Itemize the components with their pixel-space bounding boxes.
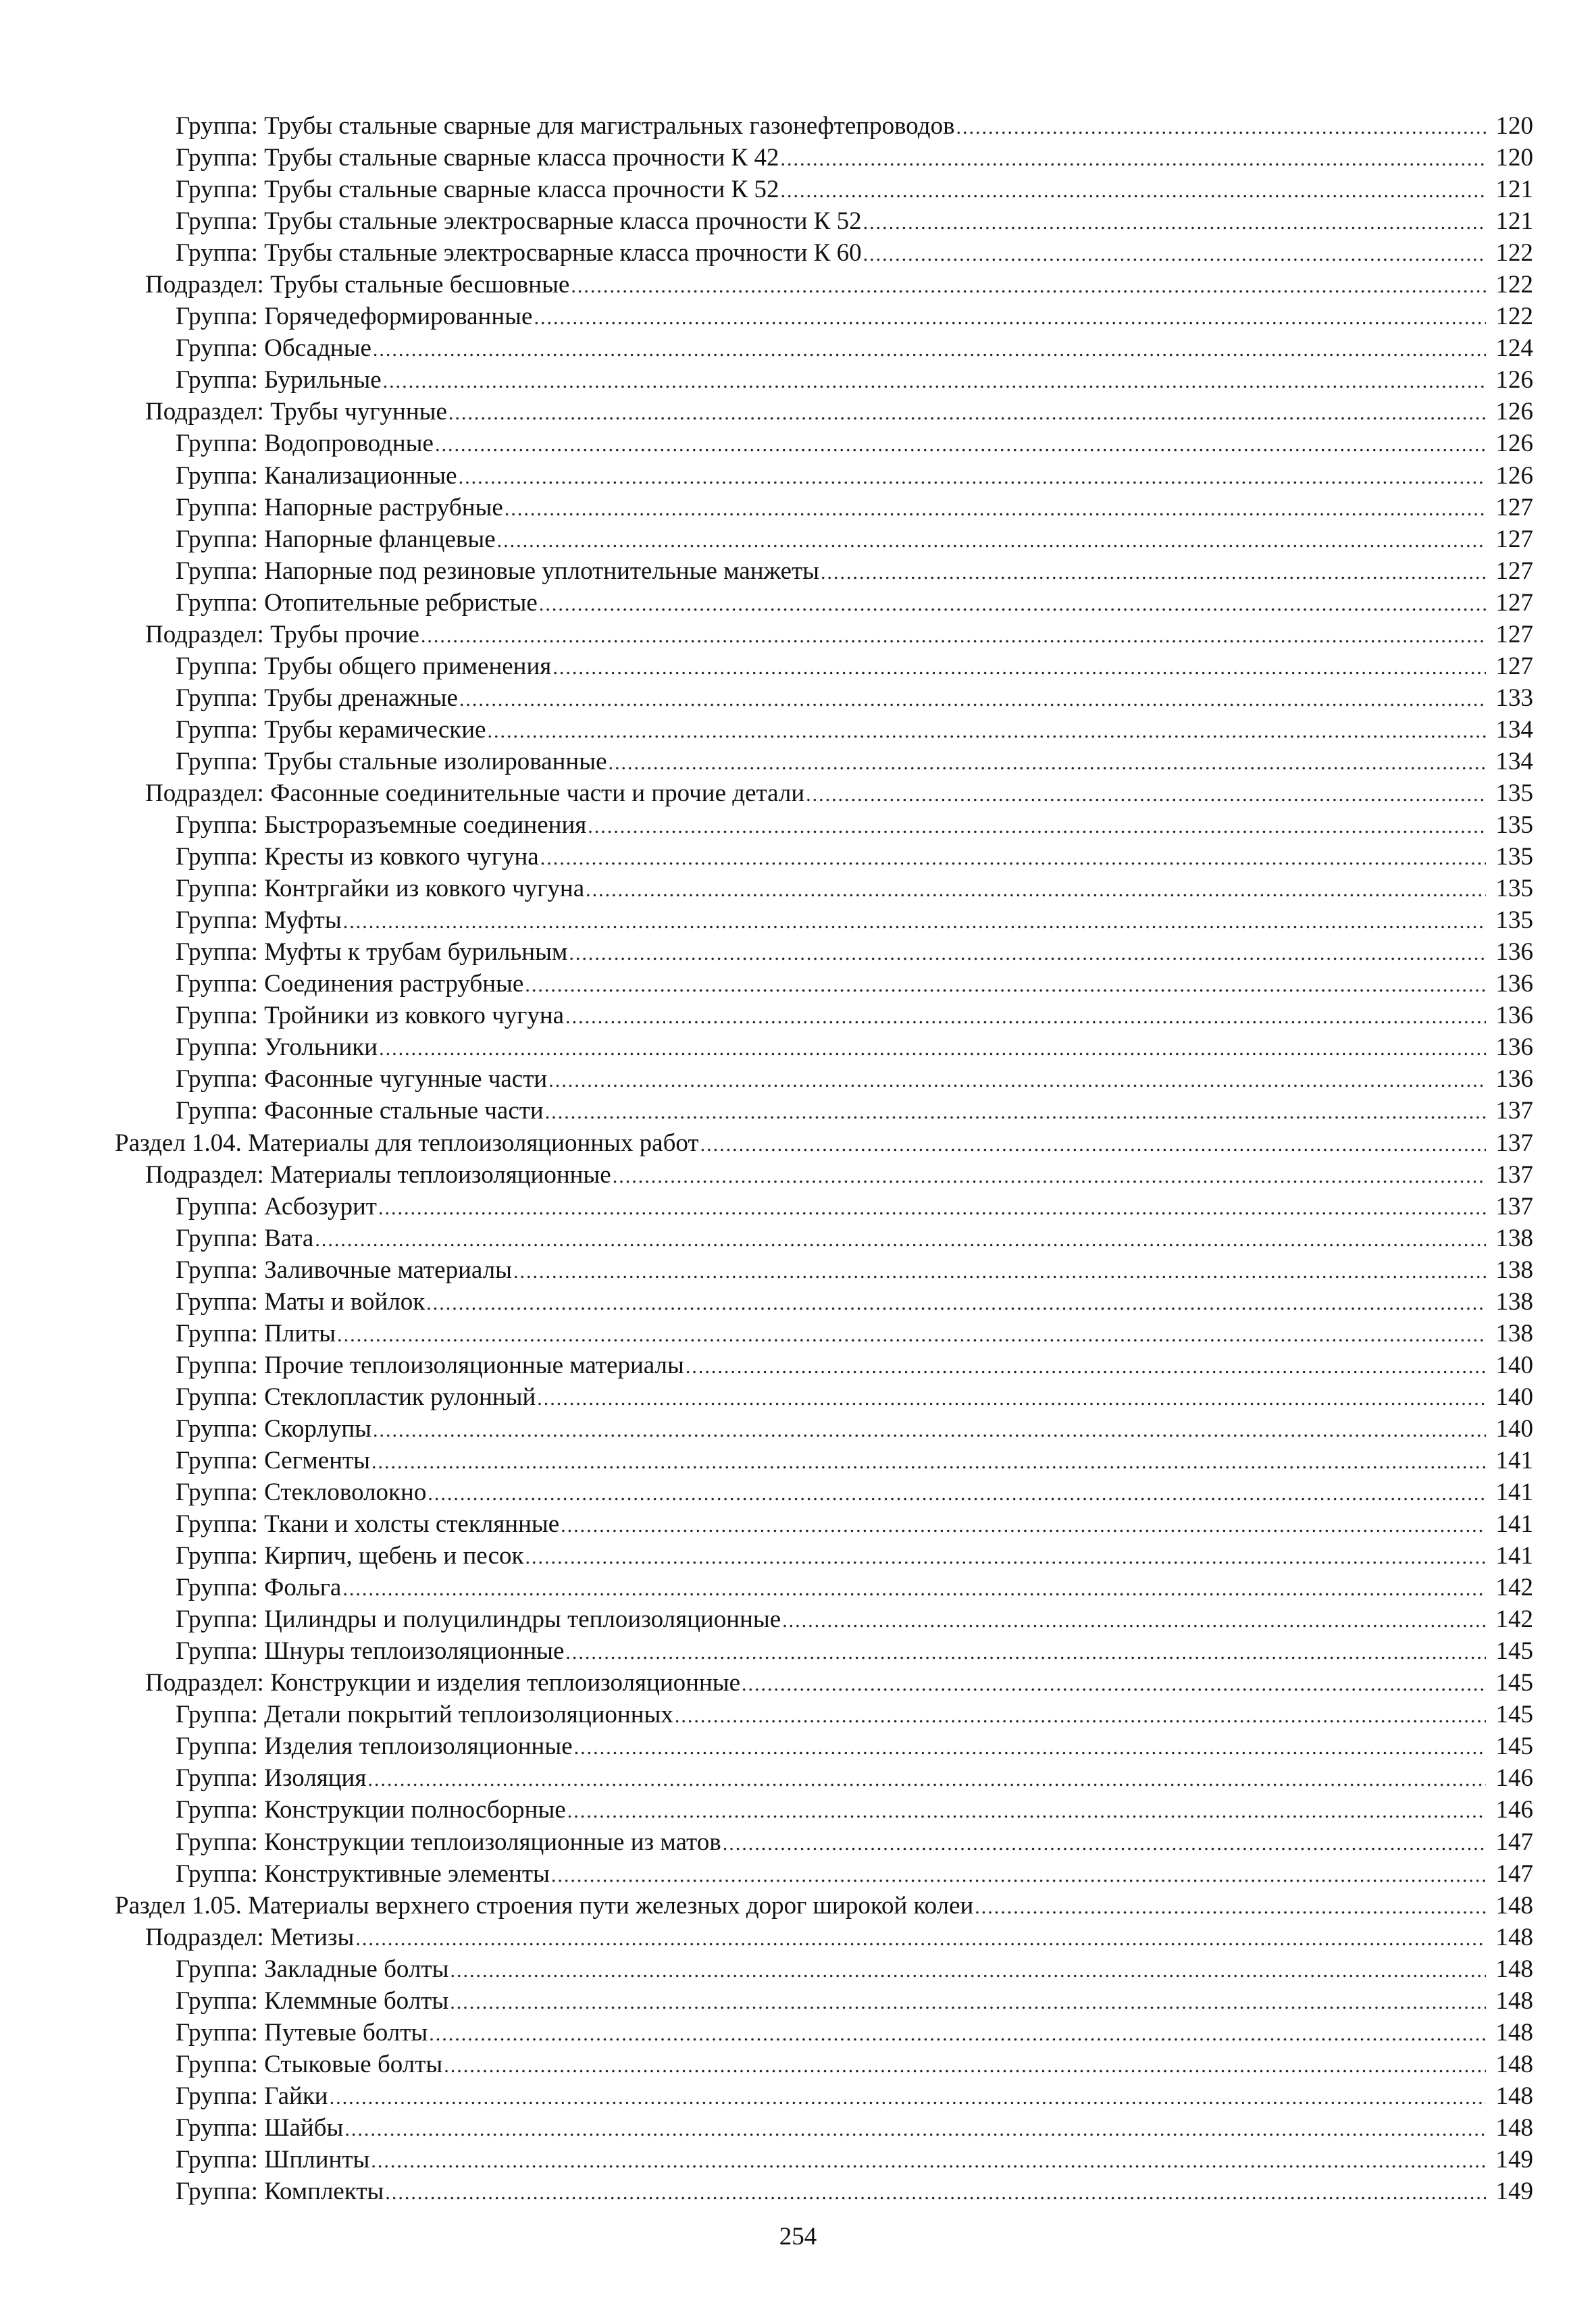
toc-dot-leader bbox=[337, 1319, 1486, 1351]
toc-entry-page: 149 bbox=[1495, 2178, 1533, 2206]
toc-entry-title: Группа: Конструктивные элементы bbox=[176, 1859, 550, 1888]
toc-entry bbox=[115, 396, 1533, 428]
toc-entry-page: 138 bbox=[1495, 1256, 1533, 1284]
toc-entry-page: 147 bbox=[1495, 1828, 1533, 1856]
toc-entry-title: Группа: Ткани и холсты стеклянные bbox=[176, 1510, 560, 1539]
toc-entry-title: Группа: Шплинты bbox=[176, 2146, 370, 2174]
toc-entry bbox=[115, 2176, 1533, 2207]
toc-entry-page: 145 bbox=[1495, 1732, 1533, 1761]
toc-dot-leader bbox=[975, 1891, 1486, 1923]
toc-entry bbox=[115, 269, 1533, 301]
toc-dot-leader bbox=[444, 2050, 1486, 2082]
toc-entry-page: 141 bbox=[1495, 1479, 1533, 1507]
toc-entry-title: Группа: Асбозурит bbox=[176, 1192, 377, 1220]
toc-entry-page: 136 bbox=[1495, 970, 1533, 998]
toc-dot-leader bbox=[525, 969, 1486, 1001]
toc-entry bbox=[115, 428, 1533, 459]
toc-entry bbox=[115, 2049, 1533, 2080]
toc-entry bbox=[115, 746, 1533, 777]
toc-entry-title: Группа: Шайбы bbox=[176, 2113, 344, 2142]
toc-dot-leader bbox=[565, 1637, 1486, 1668]
toc-entry-page: 135 bbox=[1495, 875, 1533, 903]
toc-dot-leader bbox=[780, 175, 1486, 207]
toc-entry bbox=[115, 841, 1533, 873]
toc-entry-page: 126 bbox=[1495, 366, 1533, 394]
toc-entry-page: 148 bbox=[1495, 2082, 1533, 2110]
toc-dot-leader bbox=[539, 588, 1486, 620]
toc-dot-leader bbox=[385, 2177, 1486, 2209]
toc-entry bbox=[115, 1159, 1533, 1191]
toc-entry-title: Группа: Трубы стальные сварные класса прочности К 42 bbox=[176, 144, 779, 172]
toc-dot-leader bbox=[742, 1668, 1486, 1700]
toc-entry-page: 147 bbox=[1495, 1859, 1533, 1888]
toc-entry-title: Группа: Трубы дренажные bbox=[176, 684, 458, 712]
toc-dot-leader bbox=[551, 1859, 1486, 1891]
toc-entry bbox=[115, 1794, 1533, 1826]
toc-entry bbox=[115, 237, 1533, 269]
toc-entry-title: Группа: Путевые болты bbox=[176, 2018, 428, 2047]
toc-entry-page: 133 bbox=[1495, 684, 1533, 712]
toc-dot-leader bbox=[569, 937, 1486, 969]
toc-entry-page: 149 bbox=[1495, 2146, 1533, 2174]
toc-entry bbox=[115, 110, 1533, 142]
toc-entry-page: 138 bbox=[1495, 1319, 1533, 1347]
toc-entry-title: Группа: Трубы общего применения bbox=[176, 652, 552, 680]
toc-entry-title: Группа: Сегменты bbox=[176, 1446, 371, 1474]
toc-entry-page: 137 bbox=[1495, 1129, 1533, 1157]
toc-entry bbox=[115, 619, 1533, 650]
toc-entry-page: 127 bbox=[1495, 588, 1533, 617]
toc-entry-page: 141 bbox=[1495, 1510, 1533, 1539]
toc-dot-leader bbox=[373, 334, 1486, 365]
toc-entry bbox=[115, 1826, 1533, 1858]
toc-entry-page: 135 bbox=[1495, 779, 1533, 807]
toc-entry bbox=[115, 873, 1533, 904]
toc-dot-leader bbox=[863, 238, 1486, 270]
toc-entry-title: Группа: Детали покрытий теплоизоляционных bbox=[176, 1701, 673, 1729]
toc-dot-leader bbox=[371, 1446, 1486, 1478]
toc-dot-leader bbox=[588, 811, 1486, 842]
toc-dot-leader bbox=[383, 365, 1486, 397]
toc-entry-page: 122 bbox=[1495, 239, 1533, 267]
toc-entry-title: Группа: Клеммные болты bbox=[176, 1986, 449, 2015]
toc-dot-leader bbox=[574, 1732, 1486, 1764]
toc-entry-title: Группа: Вата bbox=[176, 1224, 314, 1252]
toc-entry-title: Группа: Напорные раструбные bbox=[176, 493, 503, 521]
toc-dot-leader bbox=[571, 270, 1486, 302]
toc-dot-leader bbox=[497, 525, 1486, 557]
toc-entry-page: 136 bbox=[1495, 1065, 1533, 1094]
toc-entry-page: 120 bbox=[1495, 112, 1533, 140]
toc-entry-page: 127 bbox=[1495, 525, 1533, 553]
toc-dot-leader bbox=[342, 1573, 1486, 1605]
toc-dot-leader bbox=[344, 2113, 1486, 2145]
toc-entry-title: Подраздел: Фасонные соединительные части и прочие детали bbox=[145, 779, 805, 807]
toc-entry-page: 134 bbox=[1495, 747, 1533, 775]
toc-entry-title: Группа: Кирпич, щебень и песок bbox=[176, 1542, 524, 1570]
toc-entry bbox=[115, 492, 1533, 523]
toc-dot-leader bbox=[806, 779, 1486, 811]
toc-entry bbox=[115, 555, 1533, 587]
toc-entry-title: Группа: Изоляция bbox=[176, 1764, 367, 1793]
toc-dot-leader bbox=[373, 1414, 1486, 1446]
toc-entry-page: 138 bbox=[1495, 1224, 1533, 1252]
toc-entry-title: Подраздел: Трубы чугунные bbox=[145, 398, 447, 426]
toc-entry-page: 126 bbox=[1495, 430, 1533, 458]
toc-entry bbox=[115, 809, 1533, 841]
toc-entry bbox=[115, 1191, 1533, 1223]
toc-dot-leader bbox=[700, 1129, 1486, 1160]
toc-entry-page: 148 bbox=[1495, 2113, 1533, 2142]
toc-entry-page: 126 bbox=[1495, 461, 1533, 490]
toc-entry-title: Группа: Отопительные ребристые bbox=[176, 588, 538, 617]
table-of-contents bbox=[115, 110, 1533, 2207]
toc-dot-leader bbox=[686, 1351, 1486, 1383]
toc-entry-page: 145 bbox=[1495, 1701, 1533, 1729]
toc-entry bbox=[115, 1667, 1533, 1699]
toc-entry-page: 127 bbox=[1495, 620, 1533, 648]
toc-dot-leader bbox=[448, 397, 1486, 429]
toc-entry-title: Группа: Быстроразъемные соединения bbox=[176, 811, 587, 840]
toc-entry-page: 122 bbox=[1495, 271, 1533, 299]
toc-entry-page: 148 bbox=[1495, 1923, 1533, 1951]
toc-dot-leader bbox=[565, 1001, 1486, 1033]
toc-entry-page: 138 bbox=[1495, 1287, 1533, 1316]
toc-entry-title: Группа: Конструкции полносборные bbox=[176, 1796, 566, 1824]
toc-entry bbox=[115, 301, 1533, 332]
toc-entry-page: 121 bbox=[1495, 176, 1533, 204]
toc-entry-title: Раздел 1.04. Материалы для теплоизоляционных работ bbox=[115, 1129, 699, 1157]
toc-entry-page: 127 bbox=[1495, 652, 1533, 680]
toc-entry-title: Группа: Шнуры теплоизоляционные bbox=[176, 1637, 565, 1666]
toc-entry-page: 136 bbox=[1495, 1002, 1533, 1030]
toc-entry bbox=[115, 1762, 1533, 1794]
toc-entry-title: Группа: Соединения раструбные bbox=[176, 970, 524, 998]
toc-dot-leader bbox=[780, 143, 1486, 175]
toc-entry bbox=[115, 682, 1533, 714]
toc-entry bbox=[115, 2080, 1533, 2112]
toc-entry-page: 148 bbox=[1495, 2018, 1533, 2047]
toc-entry-title: Группа: Заливочные материалы bbox=[176, 1256, 512, 1284]
toc-entry bbox=[115, 777, 1533, 809]
toc-entry bbox=[115, 1508, 1533, 1540]
toc-entry bbox=[115, 460, 1533, 492]
toc-entry-page: 137 bbox=[1495, 1160, 1533, 1189]
toc-entry bbox=[115, 1540, 1533, 1572]
toc-dot-leader bbox=[537, 1383, 1486, 1414]
toc-dot-leader bbox=[450, 1986, 1486, 2018]
toc-entry-title: Группа: Горячедеформированные bbox=[176, 303, 533, 331]
toc-dot-leader bbox=[426, 1287, 1486, 1319]
toc-entry-title: Группа: Трубы стальные электросварные класса прочности К 52 bbox=[176, 207, 862, 236]
toc-entry bbox=[115, 714, 1533, 746]
toc-entry-title: Раздел 1.05. Материалы верхнего строения пути железных дорог широкой колеи bbox=[115, 1891, 974, 1920]
toc-entry-title: Группа: Бурильные bbox=[176, 366, 382, 394]
toc-dot-leader bbox=[343, 906, 1486, 937]
toc-entry bbox=[115, 1254, 1533, 1286]
toc-entry-title: Группа: Фасонные стальные части bbox=[176, 1097, 544, 1125]
toc-entry bbox=[115, 2112, 1533, 2144]
toc-entry-title: Подраздел: Трубы прочие bbox=[145, 620, 419, 648]
toc-entry-title: Группа: Фасонные чугунные части bbox=[176, 1065, 548, 1094]
toc-entry-page: 137 bbox=[1495, 1192, 1533, 1220]
toc-dot-leader bbox=[450, 1955, 1486, 1986]
toc-entry bbox=[115, 2017, 1533, 2049]
toc-dot-leader bbox=[675, 1700, 1486, 1732]
toc-entry-page: 145 bbox=[1495, 1669, 1533, 1697]
toc-entry bbox=[115, 1603, 1533, 1635]
toc-entry bbox=[115, 1349, 1533, 1381]
toc-entry-title: Группа: Угольники bbox=[176, 1033, 378, 1062]
toc-entry-title: Подраздел: Конструкции и изделия теплоизоляционные bbox=[145, 1669, 741, 1697]
toc-entry-page: 136 bbox=[1495, 1033, 1533, 1062]
toc-entry-title: Подраздел: Метизы bbox=[145, 1923, 355, 1951]
toc-entry bbox=[115, 1063, 1533, 1095]
toc-entry-title: Группа: Фольга bbox=[176, 1574, 342, 1602]
toc-dot-leader bbox=[421, 620, 1486, 652]
toc-entry-title: Группа: Трубы стальные изолированные bbox=[176, 747, 607, 775]
toc-entry bbox=[115, 1476, 1533, 1508]
toc-entry-title: Группа: Закладные болты bbox=[176, 1955, 449, 1983]
toc-entry-page: 135 bbox=[1495, 906, 1533, 935]
toc-entry bbox=[115, 1223, 1533, 1254]
toc-dot-leader bbox=[435, 429, 1486, 461]
toc-entry-page: 136 bbox=[1495, 938, 1533, 967]
toc-dot-leader bbox=[355, 1923, 1486, 1955]
toc-entry-title: Группа: Стеклопластик рулонный bbox=[176, 1383, 536, 1411]
toc-entry-title: Группа: Скорлупы bbox=[176, 1414, 372, 1443]
toc-entry bbox=[115, 1000, 1533, 1031]
toc-entry bbox=[115, 1635, 1533, 1667]
toc-entry-page: 124 bbox=[1495, 334, 1533, 363]
toc-entry-title: Группа: Контргайки из ковкого чугуна bbox=[176, 875, 585, 903]
toc-dot-leader bbox=[545, 1096, 1486, 1128]
toc-dot-leader bbox=[609, 747, 1486, 779]
toc-entry-page: 127 bbox=[1495, 557, 1533, 585]
toc-entry-title: Группа: Прочие теплоизоляционные материалы bbox=[176, 1351, 684, 1379]
toc-dot-leader bbox=[567, 1795, 1486, 1827]
toc-dot-leader bbox=[561, 1510, 1486, 1541]
toc-entry bbox=[115, 174, 1533, 205]
toc-entry bbox=[115, 968, 1533, 1000]
toc-entry bbox=[115, 1890, 1533, 1922]
toc-dot-leader bbox=[782, 1605, 1486, 1637]
toc-entry-page: 127 bbox=[1495, 493, 1533, 521]
toc-dot-leader bbox=[540, 842, 1486, 874]
toc-dot-leader bbox=[428, 1478, 1486, 1510]
toc-entry-title: Группа: Трубы стальные электросварные класса прочности К 60 bbox=[176, 239, 862, 267]
toc-dot-leader bbox=[723, 1828, 1486, 1859]
toc-entry-page: 148 bbox=[1495, 1955, 1533, 1983]
toc-entry bbox=[115, 1858, 1533, 1890]
toc-entry-title: Группа: Канализационные bbox=[176, 461, 457, 490]
toc-entry-title: Группа: Напорные под резиновые уплотнительные манжеты bbox=[176, 557, 820, 585]
toc-entry bbox=[115, 1572, 1533, 1603]
toc-dot-leader bbox=[459, 461, 1486, 493]
toc-dot-leader bbox=[330, 2082, 1486, 2113]
toc-dot-leader bbox=[821, 557, 1486, 588]
toc-entry-page: 137 bbox=[1495, 1097, 1533, 1125]
toc-entry-page: 148 bbox=[1495, 2050, 1533, 2078]
toc-entry-title: Группа: Стекловолокно bbox=[176, 1479, 427, 1507]
toc-entry bbox=[115, 1922, 1533, 1953]
toc-entry bbox=[115, 364, 1533, 396]
toc-entry bbox=[115, 650, 1533, 682]
toc-entry-page: 135 bbox=[1495, 843, 1533, 871]
toc-dot-leader bbox=[429, 2018, 1486, 2050]
toc-entry-page: 121 bbox=[1495, 207, 1533, 236]
toc-entry bbox=[115, 1286, 1533, 1318]
toc-dot-leader bbox=[956, 111, 1486, 143]
toc-entry-page: 140 bbox=[1495, 1351, 1533, 1379]
toc-entry-title: Группа: Конструкции теплоизоляционные из матов bbox=[176, 1828, 721, 1856]
toc-entry-page: 142 bbox=[1495, 1605, 1533, 1634]
toc-entry-title: Группа: Маты и войлок bbox=[176, 1287, 426, 1316]
toc-dot-leader bbox=[379, 1033, 1486, 1064]
toc-entry-page: 142 bbox=[1495, 1574, 1533, 1602]
toc-entry-page: 135 bbox=[1495, 811, 1533, 840]
toc-entry-title: Подраздел: Трубы стальные бесшовные bbox=[145, 271, 570, 299]
toc-entry-title: Группа: Тройники из ковкого чугуна bbox=[176, 1002, 565, 1030]
toc-entry-title: Группа: Трубы стальные сварные для магистральных газонефтепроводов bbox=[176, 112, 955, 140]
toc-entry-title: Подраздел: Материалы теплоизоляционные bbox=[145, 1160, 611, 1189]
toc-entry-page: 141 bbox=[1495, 1542, 1533, 1570]
toc-dot-leader bbox=[487, 715, 1486, 747]
toc-entry-title: Группа: Изделия теплоизоляционные bbox=[176, 1732, 573, 1761]
toc-dot-leader bbox=[548, 1064, 1486, 1096]
toc-dot-leader bbox=[586, 874, 1486, 906]
toc-entry bbox=[115, 936, 1533, 968]
toc-entry bbox=[115, 1985, 1533, 2017]
toc-entry bbox=[115, 1730, 1533, 1762]
toc-entry-title: Группа: Стыковые болты bbox=[176, 2050, 443, 2078]
toc-entry-title: Группа: Гайки bbox=[176, 2082, 328, 2110]
toc-entry-page: 148 bbox=[1495, 1986, 1533, 2015]
toc-entry bbox=[115, 1318, 1533, 1349]
toc-entry-page: 122 bbox=[1495, 303, 1533, 331]
toc-entry bbox=[115, 2144, 1533, 2176]
toc-dot-leader bbox=[525, 1541, 1486, 1573]
toc-entry-page: 134 bbox=[1495, 715, 1533, 744]
toc-entry-title: Группа: Плиты bbox=[176, 1319, 336, 1347]
toc-entry bbox=[115, 523, 1533, 555]
page-number: 254 bbox=[779, 2223, 817, 2251]
toc-entry-page: 120 bbox=[1495, 144, 1533, 172]
toc-entry-title: Группа: Обсадные bbox=[176, 334, 371, 363]
toc-dot-leader bbox=[315, 1224, 1486, 1256]
toc-entry-page: 148 bbox=[1495, 1891, 1533, 1920]
toc-entry bbox=[115, 904, 1533, 936]
toc-entry bbox=[115, 205, 1533, 237]
toc-entry bbox=[115, 1953, 1533, 1985]
toc-entry-page: 146 bbox=[1495, 1764, 1533, 1793]
toc-entry-title: Группа: Трубы стальные сварные класса прочности К 52 bbox=[176, 176, 779, 204]
toc-dot-leader bbox=[367, 1764, 1486, 1795]
toc-entry-page: 140 bbox=[1495, 1383, 1533, 1411]
toc-entry-title: Группа: Напорные фланцевые bbox=[176, 525, 496, 553]
toc-entry-title: Группа: Муфты bbox=[176, 906, 342, 935]
toc-entry bbox=[115, 332, 1533, 364]
toc-entry-page: 146 bbox=[1495, 1796, 1533, 1824]
toc-entry bbox=[115, 1381, 1533, 1413]
toc-entry bbox=[115, 1095, 1533, 1127]
toc-dot-leader bbox=[371, 2145, 1486, 2177]
toc-entry bbox=[115, 142, 1533, 174]
toc-entry-title: Группа: Водопроводные bbox=[176, 430, 434, 458]
toc-dot-leader bbox=[378, 1192, 1486, 1224]
toc-entry-page: 141 bbox=[1495, 1446, 1533, 1474]
toc-entry-page: 140 bbox=[1495, 1414, 1533, 1443]
toc-entry-title: Группа: Трубы керамические bbox=[176, 715, 486, 744]
toc-entry-title: Группа: Цилиндры и полуцилиндры теплоизоляционные bbox=[176, 1605, 781, 1634]
toc-dot-leader bbox=[505, 493, 1486, 525]
toc-entry bbox=[115, 1031, 1533, 1063]
toc-dot-leader bbox=[534, 302, 1486, 334]
toc-dot-leader bbox=[513, 1256, 1486, 1287]
toc-entry-page: 126 bbox=[1495, 398, 1533, 426]
toc-entry-title: Группа: Комплекты bbox=[176, 2178, 384, 2206]
toc-entry-title: Группа: Кресты из ковкого чугуна bbox=[176, 843, 539, 871]
toc-dot-leader bbox=[863, 207, 1486, 238]
toc-dot-leader bbox=[459, 684, 1486, 715]
toc-entry bbox=[115, 1413, 1533, 1445]
toc-entry-title: Группа: Муфты к трубам бурильным bbox=[176, 938, 568, 967]
toc-dot-leader bbox=[613, 1160, 1486, 1192]
toc-entry bbox=[115, 1127, 1533, 1159]
toc-entry bbox=[115, 587, 1533, 619]
toc-entry bbox=[115, 1445, 1533, 1476]
toc-dot-leader bbox=[552, 652, 1486, 684]
toc-entry bbox=[115, 1699, 1533, 1730]
toc-entry-page: 145 bbox=[1495, 1637, 1533, 1666]
